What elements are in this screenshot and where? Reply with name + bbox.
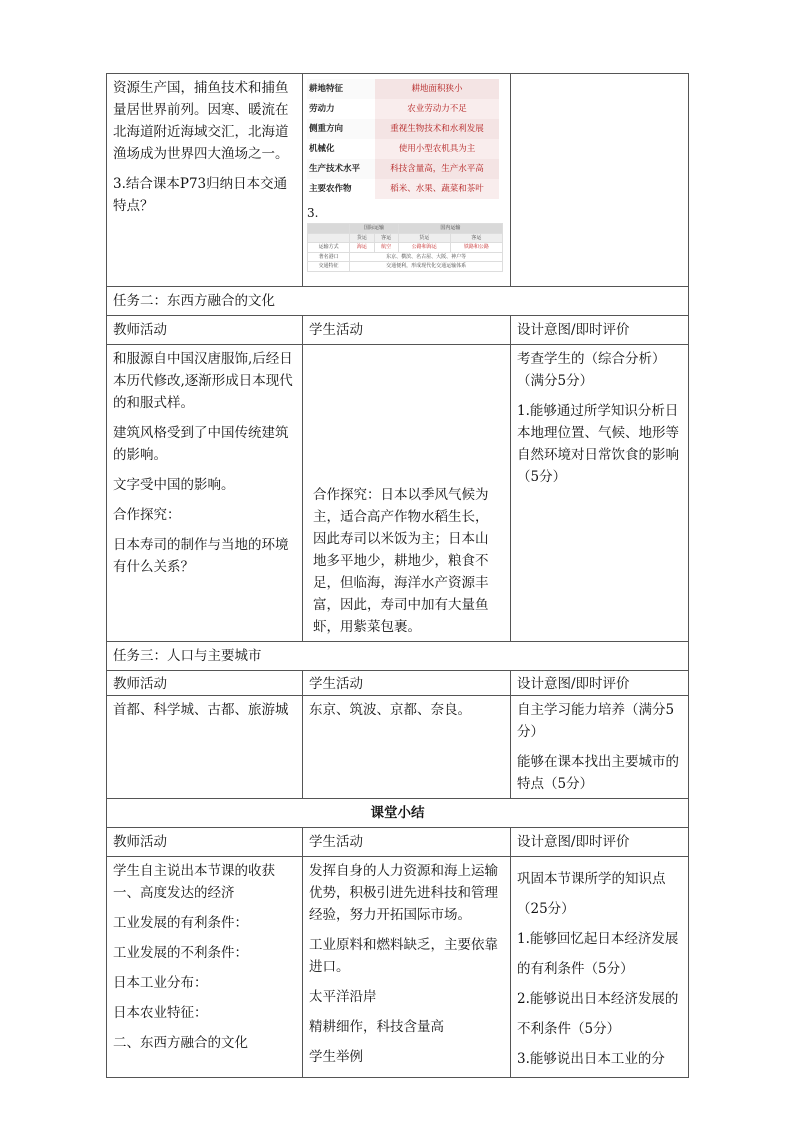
trans-cell: 公路和海运	[398, 243, 450, 253]
column-header-row	[107, 828, 689, 857]
lesson-plan-page	[106, 73, 688, 1078]
row-continuation	[107, 74, 689, 287]
trans-row-label: 运输方式	[308, 243, 350, 253]
task-title-row	[107, 287, 689, 316]
header-teacher: 教师活动	[107, 671, 303, 696]
item-number: 3.	[307, 206, 319, 220]
header-design: 设计意图/即时评价	[511, 828, 689, 857]
teacher-cell	[107, 345, 303, 642]
design-cell	[511, 345, 689, 642]
architecture-text: 建筑风格受到了中国传统建筑的影响。	[113, 425, 289, 463]
trans-cell: 航空	[374, 243, 398, 253]
header-student: 学生活动	[303, 828, 511, 857]
traffic-question: 3.结合课本P73归纳日本交通特点？	[113, 176, 288, 214]
assessment-title: 考查学生的（综合分析）（满分5分）	[517, 351, 666, 389]
task3-content-row	[107, 696, 689, 799]
task2-content-row	[107, 345, 689, 642]
student-cell	[303, 74, 511, 287]
trans-row-label: 交通特征	[308, 262, 350, 272]
design-cell	[511, 857, 689, 1078]
summary-design-line: 3.能够说出日本工业的分	[517, 1051, 665, 1067]
agri-value: 使用小型农机具为主	[375, 139, 499, 159]
trans-cell: 交通便利，形成现代化交通运输体系	[350, 262, 503, 272]
summary-student-line: 发挥自身的人力资源和海上运输优势，积极引进先进科技和管理经验，努力开拓国际市场。	[309, 863, 498, 923]
agri-value: 科技含量高，生产水平高	[375, 159, 499, 179]
agri-value: 农业劳动力不足	[375, 99, 499, 119]
design-cell	[511, 74, 689, 287]
column-header-row	[107, 671, 689, 696]
assessment-item: 1.能够通过所学知识分析日本地理位置、气候、地形等自然环境对日常饮食的影响（5分）	[517, 403, 679, 485]
summary-design-line: 2.能够说出日本经济发展的不利条件（5分）	[517, 991, 679, 1037]
task-title-row	[107, 642, 689, 671]
summary-design-line: 1.能够回忆起日本经济发展的有利条件（5分）	[517, 931, 679, 977]
agri-label: 劳动力	[309, 104, 335, 114]
teacher-cell: 首都、科学城、古都、旅游城	[107, 696, 303, 799]
header-student: 学生活动	[303, 316, 511, 345]
header-design: 设计意图/即时评价	[511, 671, 689, 696]
trans-blank	[308, 224, 350, 234]
agriculture-feature-image	[307, 79, 499, 199]
trans-cell: 海运	[350, 243, 374, 253]
trans-header: 国际运输	[350, 224, 398, 234]
summary-teacher-line: 二、东西方融合的文化	[113, 1035, 248, 1051]
agri-label: 侧重方向	[307, 119, 375, 139]
teacher-cell	[107, 74, 303, 287]
agri-label: 主要农作物	[309, 184, 352, 194]
summary-teacher-line: 学生自主说出本节课的收获 一、高度发达的经济	[113, 863, 275, 901]
header-teacher: 教师活动	[107, 828, 303, 857]
summary-title-row	[107, 799, 689, 828]
fishery-text: 资源生产国，捕鱼技术和捕鱼量居世界前列。因寒、暖流在北海道附近海域交汇，北海道渔场成为世界四大渔场之一。	[113, 80, 289, 162]
agri-label: 耕地特征	[307, 79, 375, 99]
header-design: 设计意图/即时评价	[511, 316, 689, 345]
trans-subheader: 货运	[398, 233, 450, 243]
agri-value: 重视生物技术和水利发展	[375, 119, 499, 139]
student-cell: 东京、筑波、京都、奈良。	[303, 696, 511, 799]
agri-value: 稻米、水果、蔬菜和茶叶	[375, 179, 499, 199]
trans-blank	[308, 233, 350, 243]
assessment-item: 能够在课本找出主要城市的特点（5分）	[517, 754, 679, 792]
cooperation-label: 合作探究：	[113, 507, 181, 523]
sushi-answer: 合作探究：日本以季风气候为主，适合高产作物水稻生长，因此寿司以米饭为主；日本山地多平地少，耕地少，粮食不足，但临海，海洋水产资源丰富，因此，寿司中加有大量鱼虾，用紫菜包裹。	[313, 487, 489, 635]
trans-subheader: 货运	[350, 233, 374, 243]
task2-title: 任务二：东西方融合的文化	[107, 287, 689, 316]
summary-design-line: （25分）	[517, 901, 575, 917]
trans-row-label: 著名港口	[308, 252, 350, 262]
lesson-table	[106, 73, 689, 1078]
column-header-row	[107, 316, 689, 345]
design-cell	[511, 696, 689, 799]
summary-student-line: 太平洋沿岸	[309, 989, 377, 1005]
summary-student-line: 工业原料和燃料缺乏，主要依靠进口。	[309, 937, 498, 975]
summary-teacher-line: 工业发展的不利条件：	[113, 945, 248, 961]
summary-content-row	[107, 857, 689, 1078]
header-student: 学生活动	[303, 671, 511, 696]
summary-teacher-line: 日本工业分布：	[113, 975, 208, 991]
agri-value: 耕地面积狭小	[375, 79, 499, 99]
transport-image	[307, 223, 503, 272]
writing-text: 文字受中国的影响。	[113, 477, 235, 493]
trans-cell: 东京、横滨、名古屋、大阪、神户等	[350, 252, 503, 262]
trans-subheader: 客运	[374, 233, 398, 243]
student-cell	[303, 857, 511, 1078]
trans-cell: 铁路和公路	[450, 243, 502, 253]
summary-student-line: 学生举例	[309, 1049, 363, 1065]
summary-student-line: 精耕细作，科技含量高	[309, 1019, 444, 1035]
trans-subheader: 客运	[450, 233, 502, 243]
assessment-title: 自主学习能力培养（满分5分）	[517, 702, 675, 740]
kimono-text: 和服源自中国汉唐服饰,后经日本历代修改,逐渐形成日本现代的和服式样。	[113, 351, 293, 411]
header-teacher: 教师活动	[107, 316, 303, 345]
summary-title: 课堂小结	[107, 799, 689, 828]
sushi-question: 日本寿司的制作与当地的环境有什么关系？	[113, 537, 289, 575]
teacher-cell	[107, 857, 303, 1078]
task3-title: 任务三：人口与主要城市	[107, 642, 689, 671]
student-cell	[303, 345, 511, 642]
summary-teacher-line: 日本农业特征：	[113, 1005, 208, 1021]
trans-header: 国内运输	[398, 224, 502, 234]
agri-label: 生产技术水平	[307, 159, 375, 179]
agri-label: 机械化	[309, 144, 335, 154]
summary-teacher-line: 工业发展的有利条件：	[113, 915, 248, 931]
summary-design-line: 巩固本节课所学的知识点	[517, 871, 666, 887]
